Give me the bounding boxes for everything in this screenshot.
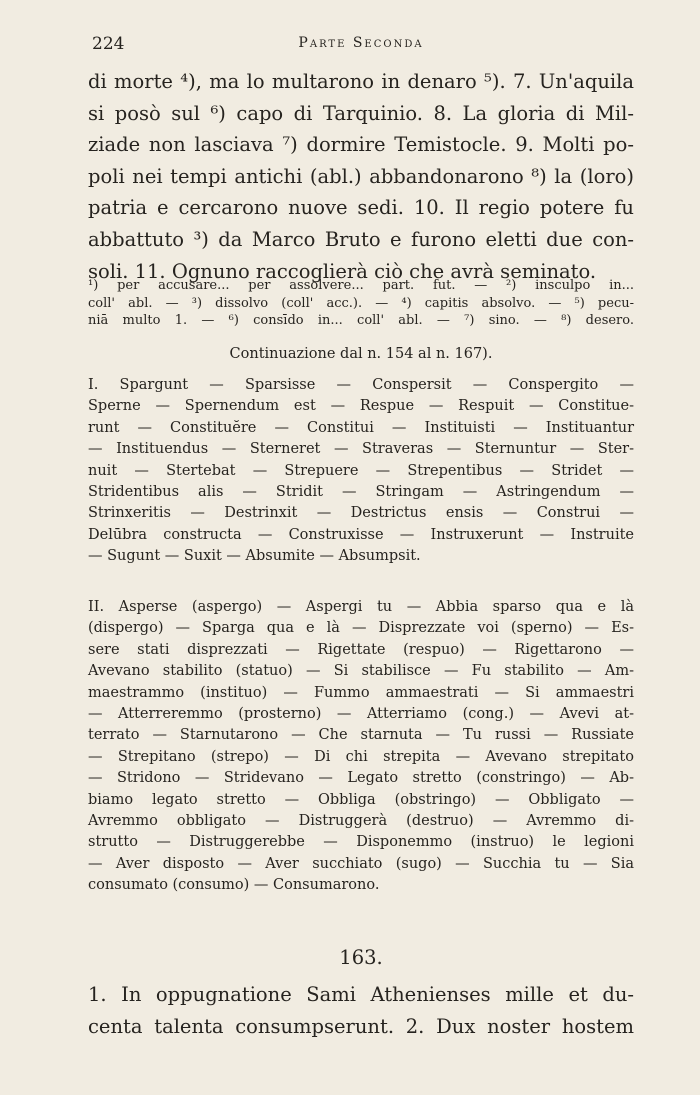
- section-one-line: nuit — Stertebat — Strepuere — Strepentibus — Stridet —: [88, 462, 634, 479]
- text-line: 1. In oppugnatione Sami Athenienses mille et du-: [88, 983, 634, 1006]
- section-two-line: consumato (consumo) — Consumarono.: [88, 877, 380, 894]
- section-two-line: maestrammo (instituo) — Fummo ammaestrati — Si ammaestri: [88, 684, 634, 701]
- text-line: centa talenta consumpserunt. 2. Dux noster hostem: [88, 1014, 634, 1038]
- section-two-line: (dispergo) — Sparga qua e là — Disprezzate voi (sperno) — Es-: [88, 620, 634, 637]
- section-one-line: — Instituendus — Sterneret — Straveras — Sternuntur — Ster-: [88, 441, 634, 458]
- continuation-note: Continuazione dal n. 154 al n. 167).: [229, 346, 493, 362]
- section-one-line: Sperne — Spernendum est — Respue — Respuit — Constitue-: [88, 398, 634, 415]
- text-line: poli nei tempi antichi (abl.) abbandonarono ⁸) la (loro): [88, 164, 634, 188]
- section-one-line: Strinxeritis — Destrinxit — Destrictus ensis — Construi —: [88, 505, 634, 522]
- exercise-text-bottom: [88, 979, 634, 1042]
- section-two: [88, 597, 634, 896]
- text-line: abbattuto ³) da Marco Bruto e furono eletti due con-: [88, 227, 634, 251]
- section-two-line: — Atterreremmo (prosterno) — Atterriamo (cong.) — Avevi at-: [88, 705, 634, 722]
- running-head: Parte Seconda: [298, 35, 424, 51]
- section-one-line: — Sugunt — Suxit — Absumite — Absumpsit.: [88, 548, 421, 565]
- page-number: 224: [92, 34, 125, 54]
- footnotes: [88, 277, 634, 330]
- footnote-line: coll' abl. — ³) dissolvo (coll' acc.). — ⁴) capitis absolvo. — ⁵) pecu-: [88, 295, 634, 311]
- text-line: ziade non lasciava ⁷) dormire Temistocle. 9. Molti po-: [88, 133, 634, 157]
- section-one: [88, 375, 634, 568]
- section-two-line: Avremmo obbligato — Distruggerà (destruo) — Avremmo di-: [88, 812, 634, 829]
- text-line: di morte ⁴), ma lo multarono in denaro ⁵). 7. Un'aquila: [88, 70, 634, 93]
- section-one-line: Stridentibus alis — Stridit — Stringam — Astringendum —: [88, 483, 634, 500]
- section-two-line: Avevano stabilito (statuo) — Si stabilisce — Fu stabilito — Am-: [88, 663, 634, 680]
- section-two-line: strutto — Distruggerebbe — Disponemmo (instruo) le legioni: [88, 834, 634, 851]
- section-two-line: — Aver disposto — Aver succhiato (sugo) — Succhia tu — Sia: [88, 855, 634, 872]
- section-two-line: — Stridono — Stridevano — Legato stretto (constringo) — Ab-: [88, 770, 634, 787]
- page-header: [92, 34, 630, 58]
- footnote-line: ¹) per accusare... per assolvere... part. fut. — ²) insculpo in...: [88, 278, 634, 293]
- text-line: soli. 11. Ognuno raccoglierà ciò che avrà seminato.: [88, 259, 597, 283]
- section-two-line: terrato — Starnutarono — Che starnuta — Tu russi — Russiate: [88, 727, 634, 744]
- footnote-line: niā multo 1. — ⁶) consīdo in... coll' abl. — ⁷) sino. — ⁸) desero.: [88, 313, 634, 328]
- text-line: si posò sul ⁶) capo di Tarquinio. 8. La gloria di Mil-: [88, 101, 634, 125]
- section-two-line: biamo legato stretto — Obbliga (obstringo) — Obbligato —: [88, 791, 634, 808]
- section-one-line: Delūbra constructa — Construxisse — Instruxerunt — Instruite: [88, 526, 634, 543]
- exercise-text-top: [88, 66, 634, 287]
- text-line: patria e cercarono nuove sedi. 10. Il regio potere fu: [88, 196, 634, 220]
- section-two-line: — Strepitano (strepo) — Di chi strepita — Avevano strepitato: [88, 748, 634, 765]
- section-two-line: sere stati disprezzati — Rigettate (respuo) — Rigettarono —: [88, 641, 634, 658]
- section-one-line: I. Spargunt — Sparsisse — Conspersit — Conspergito —: [88, 377, 634, 393]
- exercise-number: 163.: [339, 946, 383, 969]
- section-two-line: II. Asperse (aspergo) — Aspergi tu — Abbia sparso qua e là: [88, 599, 634, 615]
- section-one-line: runt — Constituĕre — Constitui — Instituisti — Instituantur: [88, 419, 634, 436]
